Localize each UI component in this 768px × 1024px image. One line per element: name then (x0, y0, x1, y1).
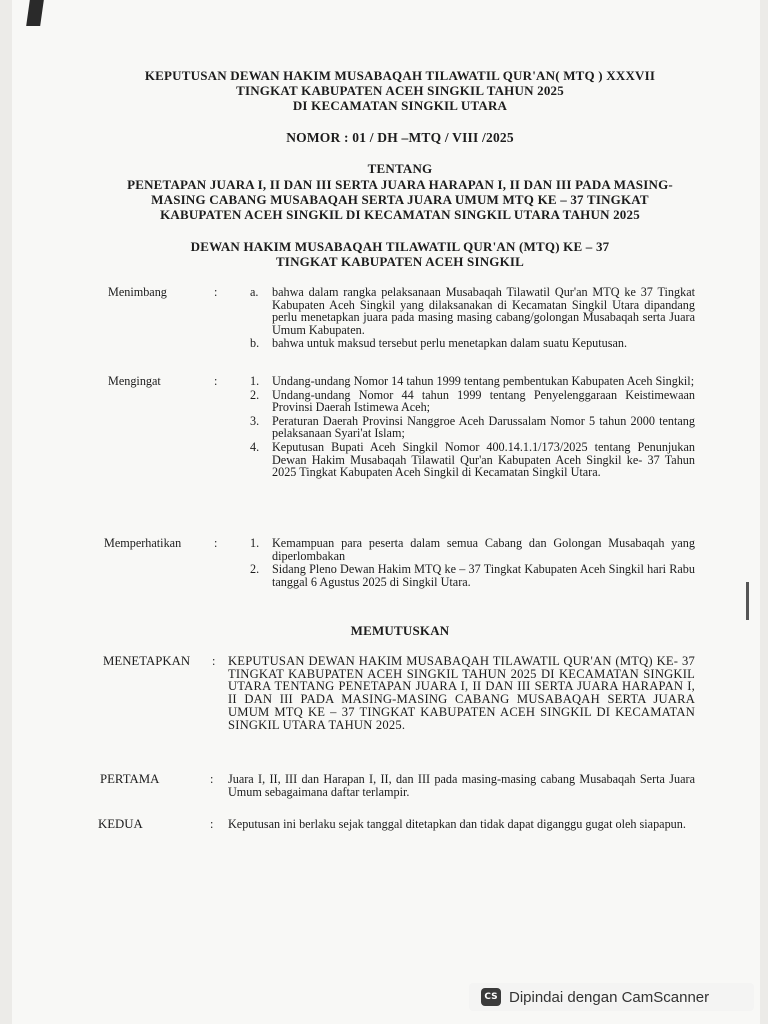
scan-edge-mark (746, 582, 749, 620)
section-colon: : (210, 817, 214, 831)
list-item: 1. Undang-undang Nomor 14 tahun 1999 tentang pembentukan Kabupaten Aceh Singkil; (250, 374, 695, 388)
council-line-1: DEWAN HAKIM MUSABAQAH TILAWATIL QUR'AN (MTQ) KE – 37 (190, 239, 610, 254)
memperhatikan-list (250, 537, 695, 589)
menimbang-list (250, 286, 695, 351)
subject-line-2: MASING CABANG MUSABAQAH SERTA JUARA UMUM MTQ KE – 37 TINGKAT (151, 192, 649, 207)
section-label: KEDUA (98, 817, 143, 831)
document-number: NOMOR : 01 / DH –MTQ / VIII /2025 (286, 130, 514, 145)
list-item: 1. Kemampuan para peserta dalam semua Cabang dan Golongan Musabaqah yang diperlombakan (250, 536, 695, 563)
title-line-3: DI KECAMATAN SINGKIL UTARA (292, 98, 508, 113)
section-label: MENETAPKAN (103, 654, 191, 668)
kedua-text: Keputusan ini berlaku sejak tanggal ditetapkan dan tidak dapat diganggu gugat oleh siapapun. (228, 817, 686, 831)
section-label: Memperhatikan (104, 536, 182, 550)
section-colon: : (214, 285, 218, 299)
camscanner-watermark (469, 983, 754, 1011)
camscanner-logo-icon: CS (481, 988, 501, 1006)
document-page (12, 0, 760, 1024)
section-label: Mengingat (108, 374, 161, 388)
pertama-text: Juara I, II, III dan Harapan I, II, dan III pada masing-masing cabang Musabaqah Serta Juara Umum sebagaimana daftar terlampir. (228, 772, 695, 799)
list-item: 3. Peraturan Daerah Provinsi Nanggroe Aceh Darussalam Nomor 5 tahun 2000 tentang pelaksanaan Syari'at Islam; (250, 413, 695, 441)
mengingat-list (250, 375, 695, 480)
section-colon: : (214, 536, 218, 550)
section-colon: : (212, 654, 216, 668)
decision-heading: MEMUTUSKAN (350, 623, 450, 638)
menetapkan-text: KEPUTUSAN DEWAN HAKIM MUSABAQAH TILAWATIL QUR'AN (MTQ) KE- 37 TINGKAT KABUPATEN ACEH SINGKIL TAHUN 2025 DI KECAMATAN SINGKIL UTARA TENTANG PENETAPAN JUARA I, II DAN III SERTA JUARA HARAPAN I, II DAN III PADA MASING-MASING CABANG MUSABAQAH SERTA JUARA UMUM MTQ KE – 37 TINGKAT KABUPATEN ACEH SINGKIL DI KECAMATAN SINGKIL UTARA TAHUN 2025. (228, 654, 695, 732)
list-item: 2. Undang-undang Nomor 44 tahun 1999 tentang Penyelenggaraan Keistimewaan Provinsi Daerah Istimewa Aceh; (250, 387, 695, 415)
title-line-1: KEPUTUSAN DEWAN HAKIM MUSABAQAH TILAWATIL QUR'AN( MTQ ) XXXVII (144, 68, 656, 83)
section-label: PERTAMA (100, 772, 160, 786)
title-line-2: TINGKAT KABUPATEN ACEH SINGKIL TAHUN 2025 (236, 83, 564, 98)
list-item: a. bahwa dalam rangka pelaksanaan Musabaqah Tilawatil Qur'an MTQ ke 37 Tingkat Kabupaten Aceh Singkil yang dilaksanakan di Kecamatan Singkil Utara dipandang perlu menetapkan juara pada masing masing cabang/golongan Musabaqah serta Juara Umum Kabupaten. (250, 285, 695, 337)
section-colon: : (214, 374, 218, 388)
list-item: 4. Keputusan Bupati Aceh Singkil Nomor 400.14.1.1/173/2025 tentang Penunjukan Dewan Hakim Musabaqah Tilawatil Qur'an Kabupaten Aceh Singkil ke- 37 Tahun 2025 Tingkat Kabupaten Aceh Singkil di Kecamatan Singkil Utara. (250, 439, 695, 480)
list-item: 2. Sidang Pleno Dewan Hakim MTQ ke – 37 Tingkat Kabupaten Aceh Singkil hari Rabu tanggal 6 Agustus 2025 di Singkil Utara. (250, 562, 695, 589)
council-line-2: TINGKAT KABUPATEN ACEH SINGKIL (275, 254, 525, 269)
section-label: Menimbang (108, 285, 167, 299)
watermark-text: Dipindai dengan CamScanner (509, 988, 710, 1006)
tentang-heading: TENTANG (367, 161, 433, 176)
subject-line-3: KABUPATEN ACEH SINGKIL DI KECAMATAN SINGKIL UTARA TAHUN 2025 (160, 207, 640, 222)
list-item: b. bahwa untuk maksud tersebut perlu menetapkan dalam suatu Keputusan. (250, 336, 628, 351)
subject-line-1: PENETAPAN JUARA I, II DAN III SERTA JUARA HARAPAN I, II DAN III PADA MASING- (127, 177, 673, 192)
section-colon: : (210, 772, 214, 786)
